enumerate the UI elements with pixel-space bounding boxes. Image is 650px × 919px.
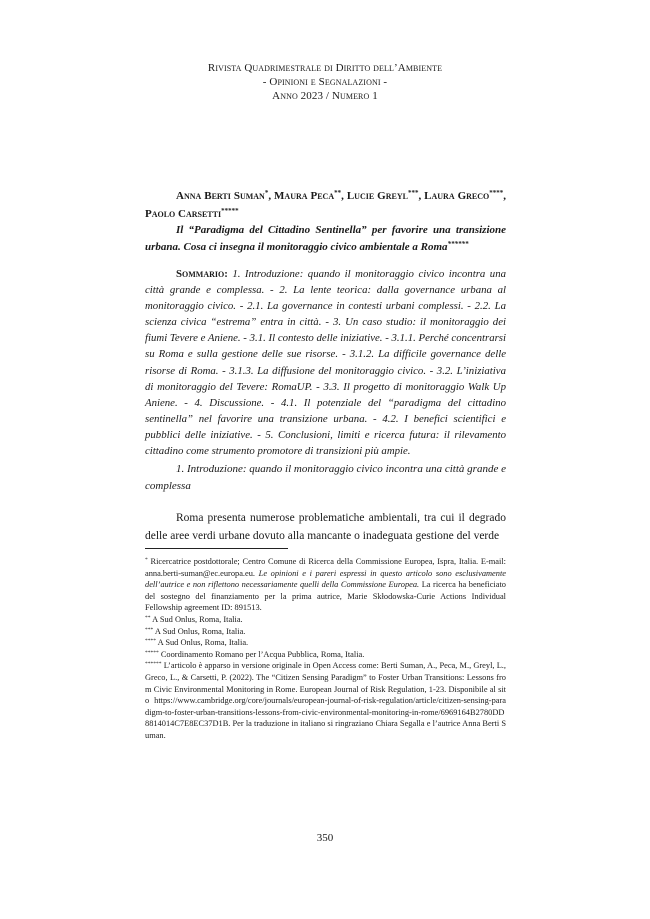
body-paragraph-text: Roma presenta numerose problematiche ambientali, tra cui il degrado delle aree verdi urbane dovuto alla mancante o inadeguata gestione del verde [145,512,506,542]
footnote: *** A Sud Onlus, Roma, Italia. [145,626,246,636]
footnote-mark: * [145,557,148,563]
article-title [145,222,506,256]
running-header [0,61,650,103]
footnote-mark: ****** [447,240,469,248]
footnotes [145,556,506,742]
footnote-mark: **** [489,189,504,197]
footnote-mark: ***** [145,649,159,656]
author-name: Lucie Greyl [346,190,408,202]
footnote: ****** L’articolo è apparso in versione originale in Open Access come: Berti Suman, A., Peca, M., Greyl, L., Greco, L., & Carsetti, P. (2022). The “Citizen Sensing Paradigm” to Foster Urban Transitions: Lessons from Civic Environmental Monitoring in Rome. European Journal of Risk Regulation, 1-23. Disponibile al sito https://www.cambridge.org/core/journals/european-journal-of-risk-regulation/article/citizen-sensing-paradigm-to-foster-urban-transitions-lessons-from-civic-environmental-monitoring-in-rome/6969164B2780DD8814014C7E8EC37D1B. Per la traduzione in italiano si ringraziano Chiara Segalla e l’autrice Anna Berti Suman. [145,661,506,740]
summary-label: Sommario: [176,268,228,280]
summary-text: 1. Introduzione: quando il monitoraggio civico incontra una città grande e complessa. - 2. La lente teorica: dalla governance urbana al monitoraggio civico. - 2.1. La governance in contesti urbani complessi. - 2.2. La scienza civica “estrema” entra in città. - 3. Un caso studio: il monitoraggio dei fiumi Tevere e Aniene. - 3.1. Il contesto delle iniziative. - 3.1.1. Perché concentrarsi su Roma e sulla gestione delle sue risorse. - 3.1.2. La difficile governance delle risorse di Roma. - 3.1.3. La diffusione del monitoraggio civico. - 3.2. L’iniziativa di monitoraggio del Tevere: RomaUP. - 3.3. Il progetto di monitoraggio Walk Up Aniene. - 4. Discussione. - 4.1. Il potenziale del “paradigma del cittadino sentinella” nel favorire una transizione urbana. - 4.2. I benefici scientifici e pubblici delle iniziative. - 5. Conclusioni, limiti e ricerca futura: il rilevamento cittadino come strumento promotore di transizioni più ampie. [145,268,506,458]
author-list: Anna Berti Suman*, Maura Peca**, Lucie Greyl***, Laura Greco****, Paolo Carsetti***** [145,189,506,220]
footnote-mark: **** [145,638,156,645]
body-paragraph [145,509,506,545]
author-name: Paolo Carsetti [145,208,222,220]
journal-title: Rivista Quadrimestrale di Diritto dell’Ambiente [207,62,443,74]
article-title-text: Il “Paradigma del Cittadino Sentinella” per favorire una transizione urbana. Cosa ci insegna il monitoraggio civico ambientale a Roma [145,224,506,253]
footnote: * Ricercatrice postdottorale; Centro Comune di Ricerca della Commissione Europea, Ispra, Italia. E-mail: anna.berti-suman@ec.europa.eu. Le opinioni e i pareri espressi in questo articolo sono esclusivamente dell’autrice e non riflettono necessariamente quelli della Commissione Europea. La ricerca ha beneficiato del sostegno del finanziamento per la prima autrice, Marie Skłodowska-Curie Actions Individual Fellowship agreement ID: 891513. [145,557,507,613]
footnote-mark: ** [145,614,151,621]
footnote-separator [145,548,288,549]
author-name: Maura Peca [274,190,335,202]
footnote-mark: * [264,189,269,197]
table-of-contents-summary [145,266,506,459]
footnote-mark: *** [407,189,419,197]
footnote-mark: *** [145,626,154,633]
section-heading [145,461,506,495]
footnote-mark: ** [334,189,342,197]
footnote: ** A Sud Onlus, Roma, Italia. [145,614,243,624]
footnote: **** A Sud Onlus, Roma, Italia. [145,638,249,648]
footnote-mark: ***** [221,207,239,215]
author-name: Laura Greco [424,190,490,202]
page-number: 350 [316,832,334,844]
section-heading-text: 1. Introduzione: quando il monitoraggio civico incontra una città grande e complessa [145,463,506,492]
issue-line: Anno 2023 / Numero 1 [272,90,378,102]
author-name: Anna Berti Suman [176,190,265,202]
footnote-mark: ****** [145,661,162,668]
section-name: - Opinioni e Segnalazioni - [262,76,388,88]
footnote: ***** Coordinamento Romano per l’Acqua Pubblica, Roma, Italia. [145,649,365,659]
